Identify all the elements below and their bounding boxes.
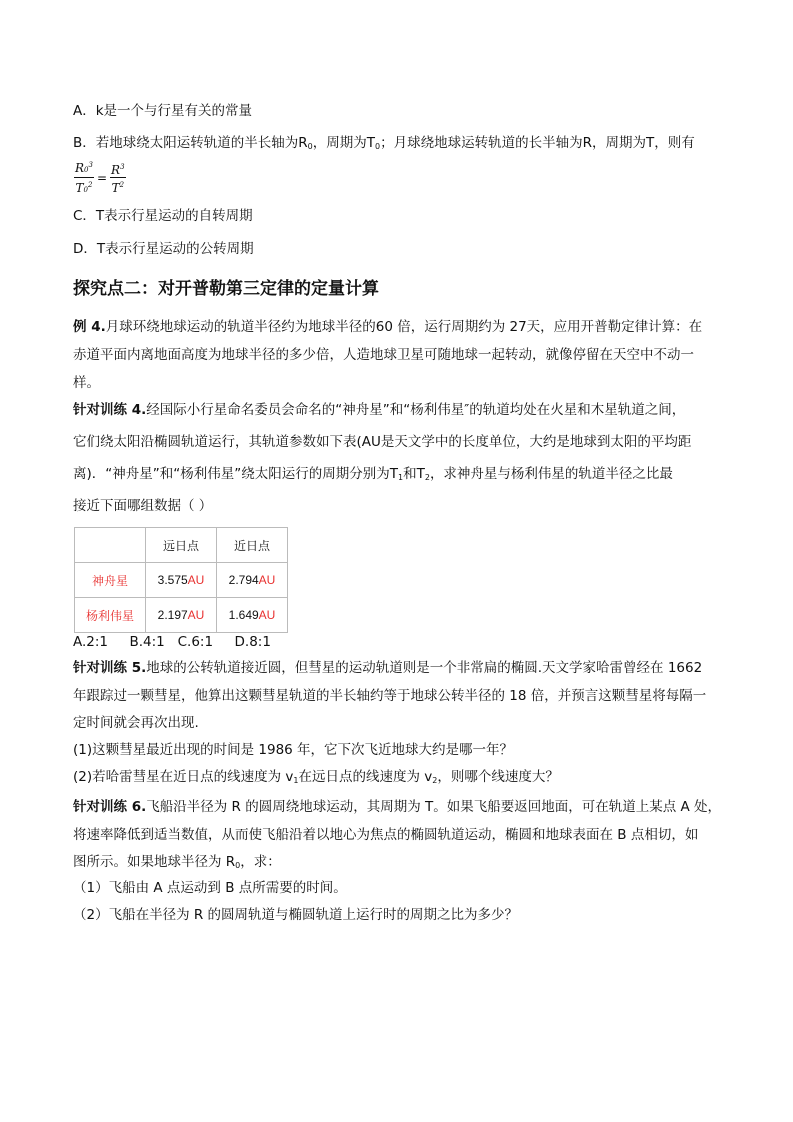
practice4-text3a: 离)．“神舟星”和“杨利伟星”绕太阳运行的周期分别为T bbox=[73, 466, 398, 482]
formula-right-fraction bbox=[110, 160, 126, 195]
formula-den-right: T bbox=[111, 181, 120, 195]
practice4-options: A.2:1 B.4:1 C.6:1 D.8:1 bbox=[73, 634, 271, 650]
practice4-line3 bbox=[73, 464, 673, 488]
practice4-label: 针对训练 4. bbox=[73, 402, 147, 418]
practice4-line1 bbox=[73, 400, 685, 420]
practice4-text3c: ，求神舟星与杨利伟星的轨道半径之比最 bbox=[429, 466, 673, 482]
practice6-sub0: 0 bbox=[235, 861, 241, 870]
example4-line3: 样。 bbox=[73, 375, 100, 391]
option-b-prefix: B．若地球绕太阳运转轨道的半长轴为R bbox=[73, 135, 308, 151]
practice6-line2: 将速率降低到适当数值，从而使飞船沿着以地心为焦点的椭圆轨道运动，椭圆和地球表面在 B 点相切，如 bbox=[73, 827, 699, 843]
table-row bbox=[75, 598, 288, 633]
practice6-text3b: ，求： bbox=[240, 854, 281, 870]
formula-num-left-sub: 0 bbox=[84, 166, 89, 174]
practice5-label: 针对训练 5. bbox=[73, 660, 147, 676]
option-b-sub0: 0 bbox=[307, 142, 313, 151]
option-c: C．T表示行星运动的自转周期 bbox=[73, 208, 253, 224]
practice4-text3b: 和T bbox=[403, 466, 425, 482]
formula-num-left: R bbox=[75, 161, 85, 175]
practice5-text1: 地球的公转轨道接近圆，但彗星的运动轨道则是一个非常扁的椭圆.天文学家哈雷曾经在 1662 bbox=[146, 660, 703, 676]
example4-line1 bbox=[73, 317, 702, 337]
example4-label: 例 4. bbox=[73, 319, 106, 335]
practice6-q2: （2）飞船在半径为 R 的圆周轨道与椭圆轨道上运行时的周期之比为多少？ bbox=[73, 907, 519, 923]
table-cell-far: 3.575AU bbox=[146, 563, 217, 598]
option-b bbox=[73, 133, 695, 157]
table-header-cell: 近日点 bbox=[217, 528, 288, 563]
option-a: A．k是一个与行星有关的常量 bbox=[73, 103, 253, 119]
table-header-cell bbox=[75, 528, 146, 563]
section-title: 探究点二：对开普勒第三定律的定量计算 bbox=[73, 279, 379, 299]
practice4-sub1: 1 bbox=[398, 473, 404, 482]
practice5-line1 bbox=[73, 658, 702, 678]
formula-equals: = bbox=[96, 170, 108, 185]
formula-den-left: T bbox=[75, 181, 84, 195]
table-row bbox=[75, 563, 288, 598]
option-d: D．T表示行星运动的公转周期 bbox=[73, 241, 254, 257]
formula-left-fraction bbox=[74, 158, 94, 197]
option-b-suffix: ；月球绕地球运转轨道的长半轴为R，周期为T，则有 bbox=[380, 135, 695, 151]
practice5-line3: 定时间就会再次出现. bbox=[73, 715, 199, 731]
practice5-q2a: (2)若哈雷彗星在近日点的线速度为 v bbox=[73, 769, 294, 785]
formula-den-left-sup: 2 bbox=[88, 181, 93, 189]
table-header-cell: 远日点 bbox=[146, 528, 217, 563]
option-b-mid: ，周期为T bbox=[312, 135, 375, 151]
option-b-sub1: 0 bbox=[375, 142, 381, 151]
example4-text1: 月球环绕地球运动的轨道半径约为地球半径的60 倍，运行周期约为 27天，应用开普勒定律计算：在 bbox=[105, 319, 703, 335]
practice6-text1: 飞船沿半径为 R 的圆周绕地球运动，其周期为 T。如果飞船要返回地面，可在轨道上某点 A 处， bbox=[146, 799, 722, 815]
formula-den-right-sup: 2 bbox=[119, 181, 125, 189]
orbit-parameter-table bbox=[74, 527, 288, 633]
formula-den-left-sub: 0 bbox=[83, 186, 88, 194]
table-row-name: 神舟星 bbox=[75, 563, 146, 598]
practice4-text1: 经国际小行星命名委员会命名的“神舟星”和“杨利伟星″的轨道均处在火星和木星轨道之间， bbox=[146, 402, 686, 418]
practice6-q1: （1）飞船由 A 点运动到 B 点所需要的时间。 bbox=[73, 880, 347, 896]
table-row-name: 杨利伟星 bbox=[75, 598, 146, 633]
example4-line2: 赤道平面内离地面高度为地球半径的多少倍，人造地球卫星可随地球一起转动，就像停留在天空中不动一 bbox=[73, 347, 694, 363]
table-header-row bbox=[75, 528, 288, 563]
kepler-formula bbox=[74, 158, 126, 197]
formula-num-right-sup: 3 bbox=[120, 163, 125, 171]
practice6-line1 bbox=[73, 797, 721, 817]
practice5-q2b: 在远日点的线速度为 v bbox=[298, 769, 433, 785]
table-cell-near: 1.649AU bbox=[217, 598, 288, 633]
practice6-label: 针对训练 6. bbox=[73, 799, 147, 815]
practice5-q1: (1)这颗彗星最近出现的时间是 1986 年，它下次飞近地球大约是哪一年？ bbox=[73, 742, 514, 758]
practice4-line2: 它们绕太阳沿椭圆轨道运行，其轨道参数如下表(AU是天文学中的长度单位，大约是地球到太阳的平均距 bbox=[73, 434, 692, 450]
practice6-line3 bbox=[73, 852, 281, 876]
table-cell-far: 2.197AU bbox=[146, 598, 217, 633]
practice5-q2c: ，则哪个线速度大？ bbox=[437, 769, 559, 785]
practice4-sub2: 2 bbox=[424, 473, 430, 482]
formula-num-left-sup: 3 bbox=[88, 161, 93, 169]
practice5-line2: 年跟踪过一颗彗星，他算出这颗彗星轨道的半长轴约等于地球公转半径的 18 倍，并预言这颗彗星将每隔一 bbox=[73, 688, 707, 704]
practice5-q2 bbox=[73, 767, 559, 791]
practice6-text3a: 图所示。如果地球半径为 R bbox=[73, 854, 236, 870]
practice5-q2-sub1: 1 bbox=[293, 776, 299, 785]
practice4-line4: 接近下面哪组数据（ ） bbox=[73, 498, 213, 514]
formula-num-right: R bbox=[111, 163, 121, 177]
table-cell-near: 2.794AU bbox=[217, 563, 288, 598]
practice5-q2-sub2: 2 bbox=[432, 776, 438, 785]
